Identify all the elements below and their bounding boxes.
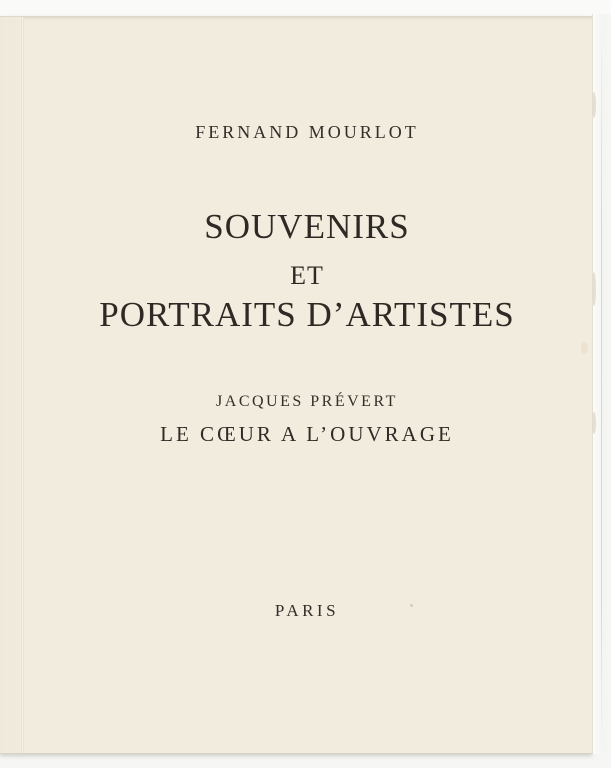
- deckle-edge-nick: [592, 412, 596, 434]
- book-title-line-1: SOUVENIRS: [204, 207, 410, 246]
- book-title-page: [0, 16, 592, 754]
- paper-speck: [410, 604, 413, 607]
- author-name: FERNAND MOURLOT: [195, 122, 419, 142]
- page-edges-stack: [592, 14, 611, 754]
- page-edge-line: [601, 14, 602, 754]
- work-title: LE CŒUR A L’OUVRAGE: [160, 422, 454, 446]
- imprint-place: PARIS: [274, 601, 340, 620]
- paper-speck: [581, 342, 588, 354]
- deckle-edge-nick: [592, 92, 596, 118]
- contributor-name: JACQUES PRÉVERT: [216, 393, 398, 410]
- book-title-line-3: PORTRAITS D’ARTISTES: [99, 295, 515, 334]
- title-page-text-block: [22, 17, 592, 753]
- deckle-edge-nick: [592, 272, 596, 306]
- book-title-line-2: ET: [290, 261, 324, 290]
- page-spine-shade: [0, 17, 21, 753]
